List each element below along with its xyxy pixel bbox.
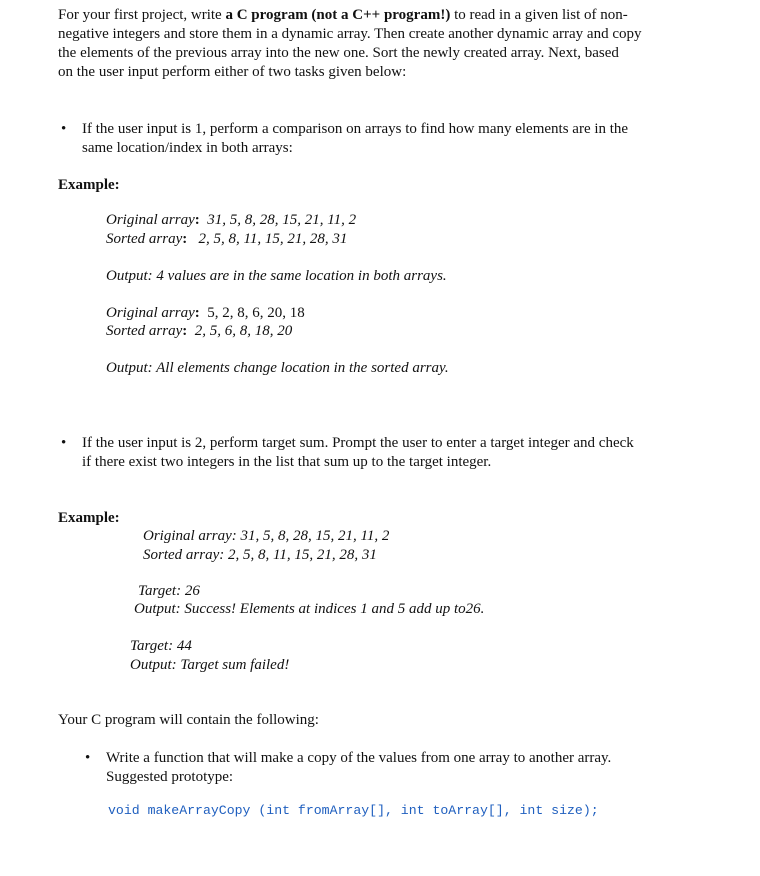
example1-sorted-array-2: [106, 322, 292, 340]
bullet-icon: •: [85, 750, 91, 766]
task2-line-2: if there exist two integers in the list that sum up to the target integer.: [82, 454, 492, 470]
colon: :: [194, 305, 200, 321]
example1-output-2: Output: All elements change location in the sorted array.: [106, 360, 449, 376]
values: 2, 5, 6, 8, 18, 20: [194, 323, 293, 339]
example2-sorted-array: Sorted array: 2, 5, 8, 11, 15, 21, 28, 31: [143, 547, 377, 563]
example2-target-2: Target: 44: [130, 638, 192, 654]
example2-original-array: Original array: 31, 5, 8, 28, 15, 21, 11, 2: [143, 528, 390, 544]
intro-line-1-end: to read in a given list of non-: [450, 7, 628, 23]
intro-line-1-bold: a C program (not a C++ program!): [225, 7, 451, 23]
prototype-code: void makeArrayCopy (int fromArray[], int toArray[], int size);: [108, 803, 599, 818]
bullet-icon: •: [61, 435, 67, 451]
values: 31, 5, 8, 28, 15, 21, 11, 2: [207, 212, 357, 228]
example1-original-array-2: [106, 304, 305, 322]
task2-line-1: If the user input is 2, perform target sum. Prompt the user to enter a target integer and check: [82, 435, 634, 451]
intro-line-2: negative integers and store them in a dynamic array. Then create another dynamic array and copy: [58, 26, 642, 42]
example1-sorted-array-1: [106, 230, 347, 248]
intro-line-4: on the user input perform either of two tasks given below:: [58, 64, 407, 80]
label: Sorted array: [106, 323, 183, 339]
example2-heading: Example:: [58, 510, 120, 526]
contains-bullet-line-2: Suggested prototype:: [106, 769, 234, 785]
example1-output-1: Output: 4 values are in the same location in both arrays.: [106, 268, 447, 284]
colon: :: [182, 323, 188, 339]
colon: :: [182, 231, 188, 247]
intro-line-1-start: For your first project, write: [58, 7, 226, 23]
task1-line-1: If the user input is 1, perform a comparison on arrays to find how many elements are in the: [82, 121, 629, 137]
intro-line-3: the elements of the previous array into the new one. Sort the newly created array. Next, based: [58, 45, 619, 61]
example2-output-1: Output: Success! Elements at indices 1 and 5 add up to26.: [134, 601, 485, 617]
task1-line-2: same location/index in both arrays:: [82, 140, 293, 156]
bullet-icon: •: [61, 121, 67, 137]
example1-original-array-1: [106, 211, 356, 229]
values: 5, 2, 8, 6, 20, 18: [207, 305, 305, 321]
label: Original array: [106, 212, 195, 228]
contains-heading: Your C program will contain the following:: [58, 712, 319, 728]
example2-target-1: Target: 26: [138, 583, 200, 599]
values: 2, 5, 8, 11, 15, 21, 28, 31: [198, 231, 348, 247]
colon: :: [194, 212, 200, 228]
label: Sorted array: [106, 231, 183, 247]
label: Original array: [106, 305, 195, 321]
example1-heading: Example:: [58, 177, 120, 193]
example2-output-2: Output: Target sum failed!: [130, 657, 290, 673]
intro-line-1: [58, 6, 628, 24]
contains-bullet-line-1: Write a function that will make a copy of the values from one array to another array.: [106, 750, 612, 766]
